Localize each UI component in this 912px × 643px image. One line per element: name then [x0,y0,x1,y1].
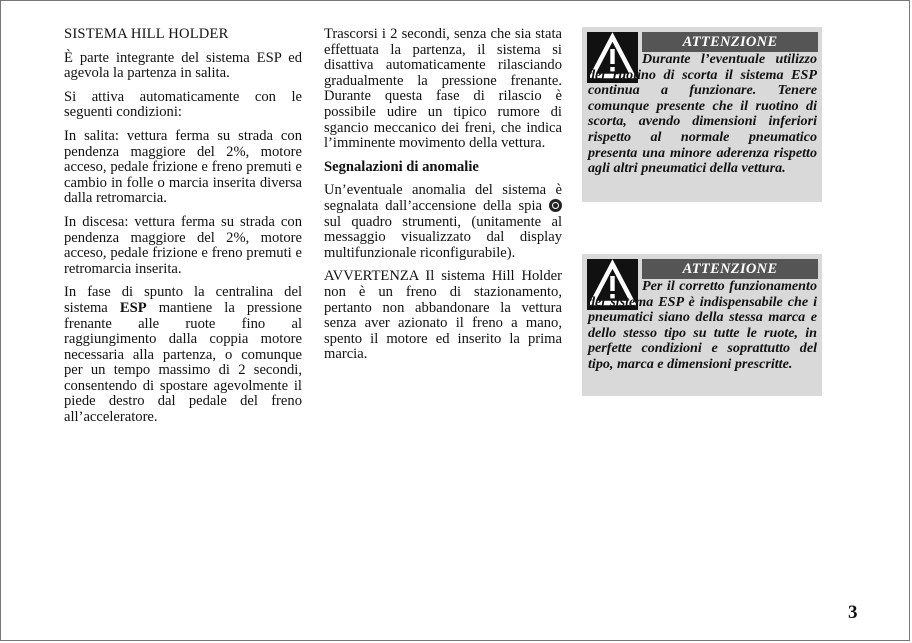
text-span: Un’eventuale anomalia del sistema è segnalata dall’accensione della spia [324,182,562,214]
subsection-title: Segnalazioni di anomalie [324,158,479,175]
text-span: mantiene la pressione frenante alle ruote fino al raggiungimento dalla coppia motore necessaria alla partenza, o comunque per un tempo massimo di 2 secondi, consentendo di spostare agevolmente il piede destro dal pedale del freno all’acceleratore. [64,299,302,426]
paragraph [324,183,562,261]
paragraph: AVVERTENZA Il sistema Hill Holder non è un freno di stazionamento, pertanto non abbandonare la vettura senza aver azionato il freno a mano, spento il motore ed inserito la prima marcia. [324,268,562,363]
paragraph: Si attiva automaticamente con le seguenti condizioni: [64,88,302,121]
paragraph: In salita: vettura ferma su strada con pendenza maggiore del 2%, motore acceso, pedale frizione e freno premuti e cambio in folle o marcia inserita diversa dalla retromarcia. [64,127,302,207]
esp-warning-lamp-icon [549,199,562,212]
paragraph [64,285,302,425]
warning-box [582,254,822,396]
paragraph: È parte integrante del sistema ESP ed agevola la partenza in salita. [64,49,302,82]
text-span: sul quadro strumenti, (unitamente al messaggio visualizzato dal display multifunzionale riconfigurabile). [324,213,562,261]
warning-box [582,27,822,202]
column-left [64,27,302,434]
warning-title: ATTENZIONE [642,32,818,52]
page-number: 3 [848,602,858,623]
paragraph: In discesa: vettura ferma su strada con pendenza maggiore del 2%, motore acceso, pedale frizione e freno premuti e retromarcia inserita. [64,213,302,277]
esp-bold: ESP [119,299,147,316]
warning-title: ATTENZIONE [642,259,818,279]
text-span: In fase di spunto la centralina del sistema [64,284,302,316]
paragraph: Trascorsi i 2 secondi, senza che sia stata effettuata la partenza, il sistema si disattiva automaticamente rilasciando gradualmente la pressione frenante. Durante questa fase di rilascio è possibile udire un tipico rumore di sgancio meccanico dei freni, che indica l’imminente movimento della vettura. [324,26,562,152]
column-middle [324,27,562,371]
section-title: SISTEMA HILL HOLDER [64,26,229,42]
warning-text: Durante l’eventuale utilizzo del ruotino di scorta il sistema ESP continua a funzionare. Tenere comunque presente che il ruotino di scorta, avendo dimensioni inferiori rispetto al normale pneumatico presenta una minore aderenza rispetto agli altri pneumatici della vettura. [588,51,817,177]
warning-text: Per il corretto funzionamento del sistema ESP è indispensabile che i pneumatici siano della stessa marca e dello stesso tipo su tutte le ruote, in perfette condizioni e soprattutto del tipo, marca e dimensioni prescritte. [588,278,817,372]
